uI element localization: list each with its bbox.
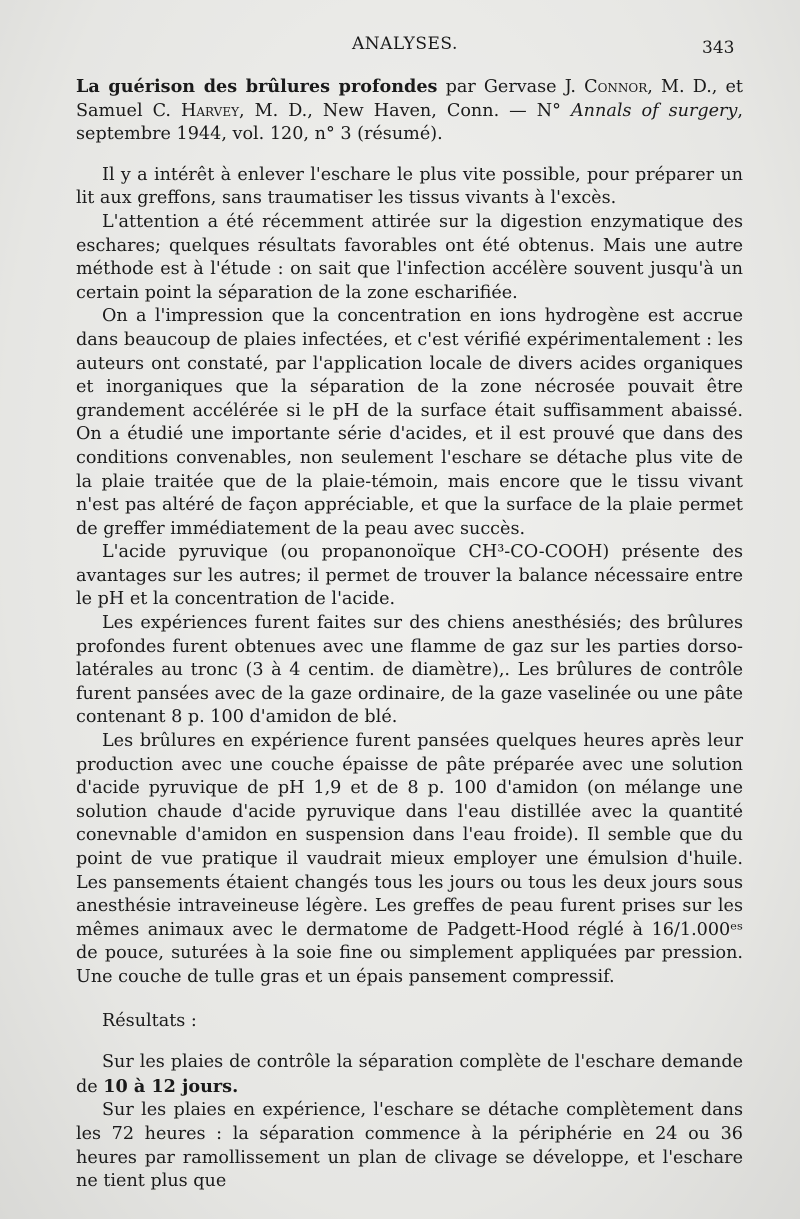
citation-by: par Gervase J. (437, 77, 585, 97)
paragraph: Les expériences furent faites sur des chiens anesthésiés; des brûlures profondes furent obtenues avec une flamme de gaz sur les parties dorso-latérales au tronc (3 à 4 centim. de diamètre),. Les brûlures de contrôle furent pansées avec de la gaze ordinaire, de la gaze vaselinée ou une pâte contenant 8 p. 100 d'amidon de blé. (76, 613, 743, 728)
journal-name: Annals of surgery (570, 100, 738, 121)
results-text: Sur les plaies de contrôle la séparation complète de l'eschare demande de (76, 1052, 743, 1097)
article-title: La guérison des brûlures profondes (76, 76, 438, 97)
results-heading: Résultats : (102, 1010, 197, 1031)
article-body (76, 75, 743, 1194)
paragraph: L'attention a été récemment attirée sur la digestion enzymatique des eschares; quelques résultats favorables ont été obtenus. Mais une autre méthode est à l'étude : on sait que l'infection accélère souvent jusqu'à un certain point la séparation de la zone escharifiée. (76, 211, 743, 303)
article-citation (76, 75, 743, 147)
running-title: ANALYSES. (352, 34, 458, 54)
author-1-name: Connor (584, 77, 648, 97)
citation-location: , M. D., New Haven, Conn. — N° (239, 100, 571, 121)
paragraph: L'acide pyruvique (ou propanonoïque CH³-CO-COOH) présente des avantages sur les autres; il permet de trouver la balance nécessaire entre le pH et la concentration de l'acide. (76, 542, 743, 610)
results-paragraph-1 (76, 1051, 743, 1099)
author-1-suffix: , M. D., et Samuel C. (76, 77, 743, 121)
citation-date: , septembre 1944, vol. 120, n° 3 (résumé). (76, 100, 743, 145)
paragraph: Il y a intérêt à enlever l'eschare le plus vite possible, pour préparer un lit aux greffons, sans traumatiser les tissus vivants à l'excès. (76, 164, 743, 209)
results-duration: 10 à 12 jours. (103, 1075, 239, 1097)
results-paragraph-2: Sur les plaies en expérience, l'eschare se détache complètement dans les 72 heures : la séparation commence à la périphérie en 24 ou 36 heures par ramollissement un plan de clivage se développe, et l'eschare ne tient plus que (76, 1100, 743, 1192)
page-header (0, 34, 800, 64)
page-number: 343 (702, 38, 735, 58)
author-2-name: Harvey (181, 100, 239, 121)
paragraph: On a l'impression que la concentration en ions hydrogène est accrue dans beaucoup de plaies infectées, et c'est vérifié expérimentalement : les auteurs ont constaté, par l'application locale de divers acides organiques et inorganiques que la séparation de la zone nécrosée pouvait être grandement accélérée si le pH de la surface était suffisamment abaissé. On a étudié une importante série d'acides, et il est prouvé que dans des conditions convenables, non seulement l'eschare se détache plus vite de la plaie traitée que de la plaie-témoin, mais encore que le tissu vivant n'est pas altéré de façon appréciable, et que la surface de la plaie permet de greffer immédiatement de la peau avec succès. (76, 306, 743, 539)
paragraph: Les brûlures en expérience furent pansées quelques heures après leur production avec une couche épaisse de pâte préparée avec une solution d'acide pyruvique de pH 1,9 et de 8 p. 100 d'amidon (on mélange une solution chaude d'acide pyruvique dans l'eau distillée avec la quantité conevnable d'amidon en suspension dans l'eau froide). Il semble que du point de vue pratique il vaudrait mieux employer une émulsion d'huile. Les pansements étaient changés tous les jours ou tous les deux jours sous anesthésie intraveineuse légère. Les greffes de peau furent prises sur les mêmes animaux avec le dermatome de Padgett-Hood réglé à 16/1.000ᵉˢ de pouce, suturées à la soie fine ou simplement appliquées par pression. Une couche de tulle gras et un épais pansement compressif. (76, 731, 743, 987)
